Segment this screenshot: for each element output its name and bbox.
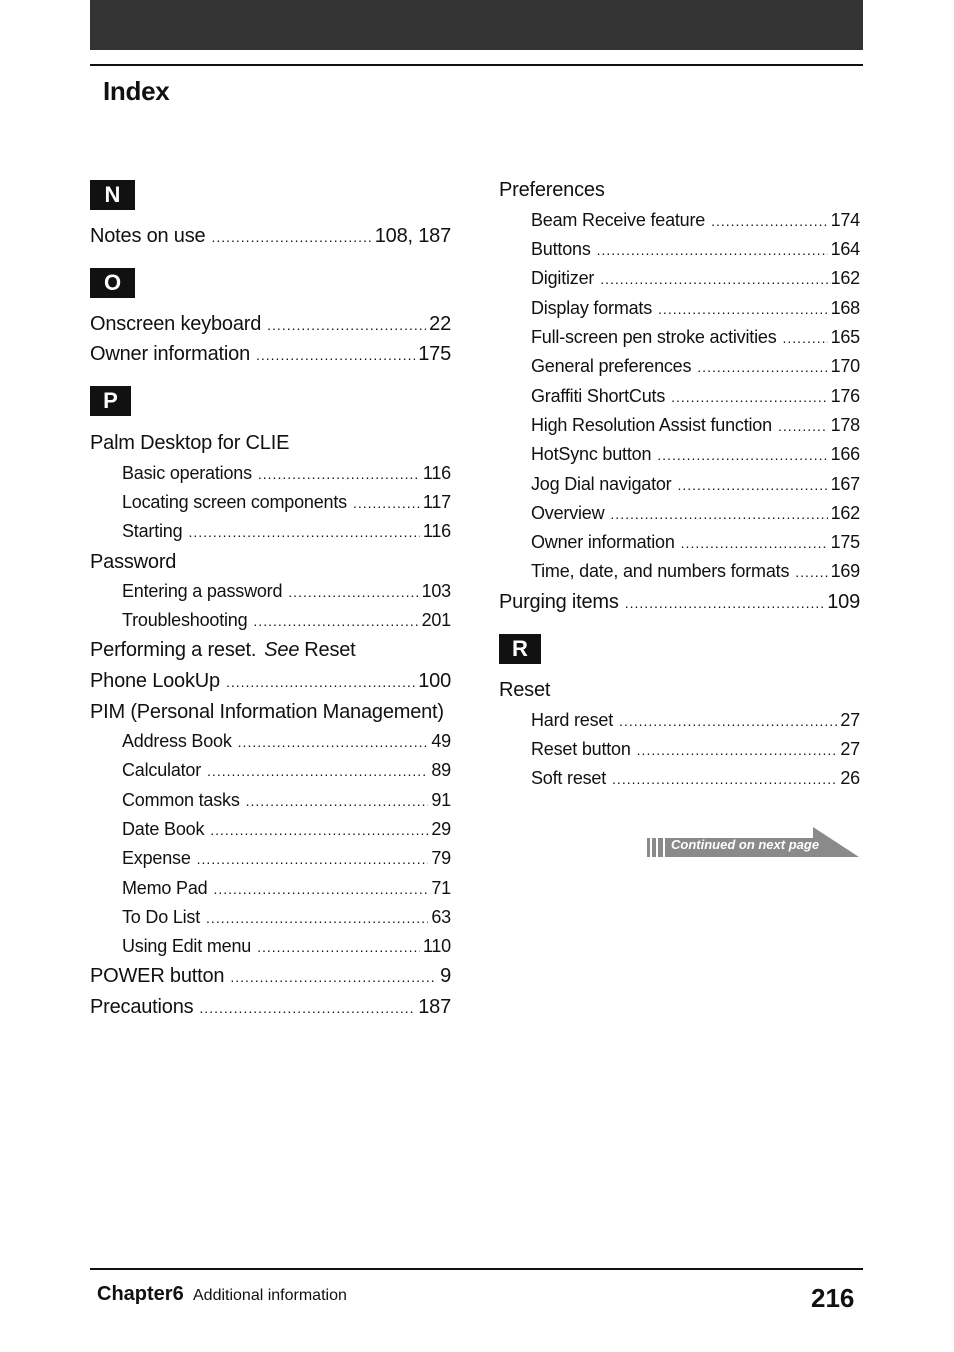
index-entry-entering-password[interactable]: Entering a password ..... 103 <box>122 577 451 605</box>
header-rule <box>90 64 863 66</box>
page-title: Index <box>103 76 170 106</box>
index-entry-calculator[interactable]: Calculator ..... 89 <box>122 756 451 784</box>
section-letter-r: R <box>499 634 541 664</box>
section-letter-o: O <box>90 268 135 298</box>
footer-rule <box>90 1268 863 1270</box>
see-reference-reset[interactable]: Reset <box>304 639 356 661</box>
index-entry-jog-dial[interactable]: Jog Dial navigator ..... 167 <box>531 470 860 498</box>
index-entry-locating-screen-components[interactable]: Locating screen components ..... 117 <box>122 488 451 516</box>
index-entry-date-book[interactable]: Date Book ..... 29 <box>122 815 451 843</box>
index-entry-general-preferences[interactable]: General preferences ..... 170 <box>531 352 860 380</box>
index-entry-beam-receive[interactable]: Beam Receive feature ..... 174 <box>531 206 860 234</box>
index-entry-to-do-list[interactable]: To Do List ..... 63 <box>122 903 451 931</box>
index-heading-pim[interactable]: PIM (Personal Information Management) <box>90 701 444 723</box>
index-entry-digitizer[interactable]: Digitizer ..... 162 <box>531 264 860 292</box>
index-entry-troubleshooting[interactable]: Troubleshooting ..... 201 <box>122 606 451 634</box>
index-entry-hotsync-button[interactable]: HotSync button ..... 166 <box>531 440 860 468</box>
index-heading-preferences[interactable]: Preferences <box>499 179 605 201</box>
index-entry-using-edit-menu[interactable]: Using Edit menu ..... 110 <box>122 932 451 960</box>
index-entry-display-formats[interactable]: Display formats ..... 168 <box>531 294 860 322</box>
index-entry-purging-items[interactable]: Purging items ..... 109 <box>499 588 860 616</box>
index-entry-soft-reset[interactable]: Soft reset ..... 26 <box>531 764 860 792</box>
index-heading-password[interactable]: Password <box>90 551 177 573</box>
index-entry-precautions[interactable]: Precautions ..... 187 <box>90 993 451 1021</box>
index-heading-reset[interactable]: Reset <box>499 679 551 701</box>
index-entry-memo-pad[interactable]: Memo Pad ..... 71 <box>122 874 451 902</box>
index-entry-full-screen-pen[interactable]: Full-screen pen stroke activities ..... 165 <box>531 323 860 351</box>
index-entry-power-button[interactable]: POWER button ..... 9 <box>90 962 451 990</box>
index-entry-hard-reset[interactable]: Hard reset ..... 27 <box>531 706 860 734</box>
index-entry-owner-information[interactable]: Owner information ..... 175 <box>90 340 451 368</box>
index-entry-time-date-numbers[interactable]: Time, date, and numbers formats ..... 169 <box>531 557 860 585</box>
index-entry-reset-button[interactable]: Reset button ..... 27 <box>531 735 860 763</box>
section-letter-p: P <box>90 386 131 416</box>
index-entry-performing-reset[interactable]: Performing a reset. See Reset <box>90 639 356 661</box>
index-entry-address-book[interactable]: Address Book ..... 49 <box>122 727 451 755</box>
page-number: 216 <box>811 1283 855 1313</box>
index-entry-basic-operations[interactable]: Basic operations ..... 116 <box>122 459 451 487</box>
index-entry-expense[interactable]: Expense ..... 79 <box>122 844 451 872</box>
footer-chapter: Chapter6 <box>97 1283 184 1305</box>
index-entry-starting[interactable]: Starting ..... 116 <box>122 517 451 545</box>
index-entry-overview[interactable]: Overview ..... 162 <box>531 499 860 527</box>
index-entry-phone-lookup[interactable]: Phone LookUp ..... 100 <box>90 667 451 695</box>
section-letter-n: N <box>90 180 135 210</box>
index-heading-palm-desktop[interactable]: Palm Desktop for CLIE <box>90 432 290 454</box>
continued-label: Continued on next page <box>671 837 820 852</box>
index-entry-onscreen-keyboard[interactable]: Onscreen keyboard ..... 22 <box>90 310 451 338</box>
index-entry-graffiti-shortcuts[interactable]: Graffiti ShortCuts ..... 176 <box>531 382 860 410</box>
index-entry-buttons[interactable]: Buttons ..... 164 <box>531 235 860 263</box>
continued-next-page-tab[interactable] <box>647 826 861 858</box>
index-entry-owner-information-pref[interactable]: Owner information ..... 175 <box>531 528 860 556</box>
index-entry-high-resolution[interactable]: High Resolution Assist function ..... 178 <box>531 411 860 439</box>
header-bar <box>90 0 863 50</box>
footer-chapter-description: Additional information <box>193 1287 347 1304</box>
index-entry-common-tasks[interactable]: Common tasks ..... 91 <box>122 786 451 814</box>
index-entry-notes-on-use[interactable]: Notes on use ..... 108, 187 <box>90 222 451 250</box>
